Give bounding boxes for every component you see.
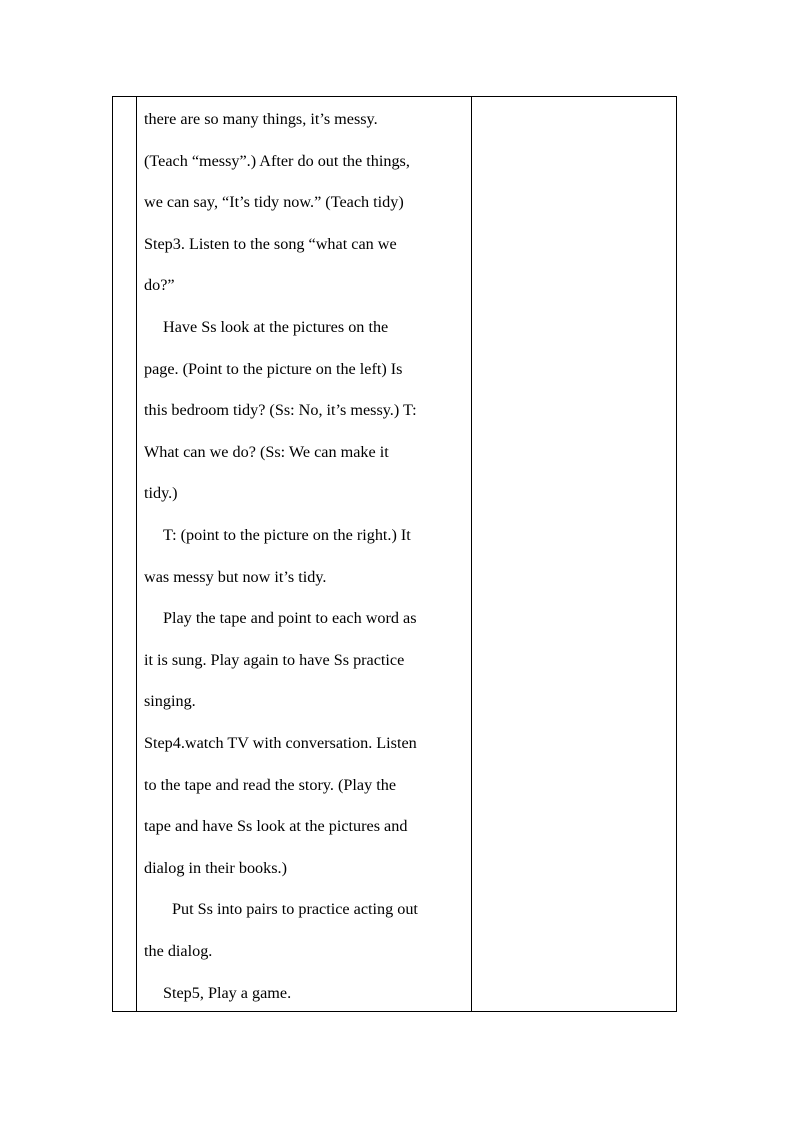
notes-cell xyxy=(472,97,676,1011)
text-line: Step3. Listen to the song “what can we xyxy=(144,234,397,253)
lesson-plan-table xyxy=(112,96,677,1012)
text-line: Put Ss into pairs to practice acting out xyxy=(172,900,418,919)
text-line: there are so many things, it’s messy. xyxy=(144,110,378,128)
text-line: to the tape and read the story. (Play the xyxy=(144,775,397,794)
text-line: singing. xyxy=(144,692,196,711)
text-line: do?” xyxy=(144,276,175,295)
text-line: (Teach “messy”.) After do out the things, xyxy=(144,151,410,170)
text-line: What can we do? (Ss: We can make it xyxy=(144,442,389,461)
text-line: Play the tape and point to each word as xyxy=(163,609,417,628)
text-line: the dialog. xyxy=(144,942,213,960)
text-line: tape and have Ss look at the pictures and xyxy=(144,817,408,836)
text-line: Have Ss look at the pictures on the xyxy=(163,318,389,336)
text-line: was messy but now it’s tidy. xyxy=(144,567,327,586)
text-line: T: (point to the picture on the right.) It xyxy=(163,526,411,544)
text-line: it is sung. Play again to have Ss practice xyxy=(144,650,405,669)
text-line: Step5, Play a game. xyxy=(163,983,292,1002)
text-line: tidy.) xyxy=(144,484,178,503)
text-line: this bedroom tidy? (Ss: No, it’s messy.) T: xyxy=(144,401,417,420)
column-divider-left xyxy=(136,97,137,1011)
text-line: Step4.watch TV with conversation. Listen xyxy=(144,734,417,752)
text-line: we can say, “It’s tidy now.” (Teach tidy) xyxy=(144,193,404,212)
text-line: dialog in their books.) xyxy=(144,858,287,877)
text-line: page. (Point to the picture on the left) Is xyxy=(144,359,403,378)
